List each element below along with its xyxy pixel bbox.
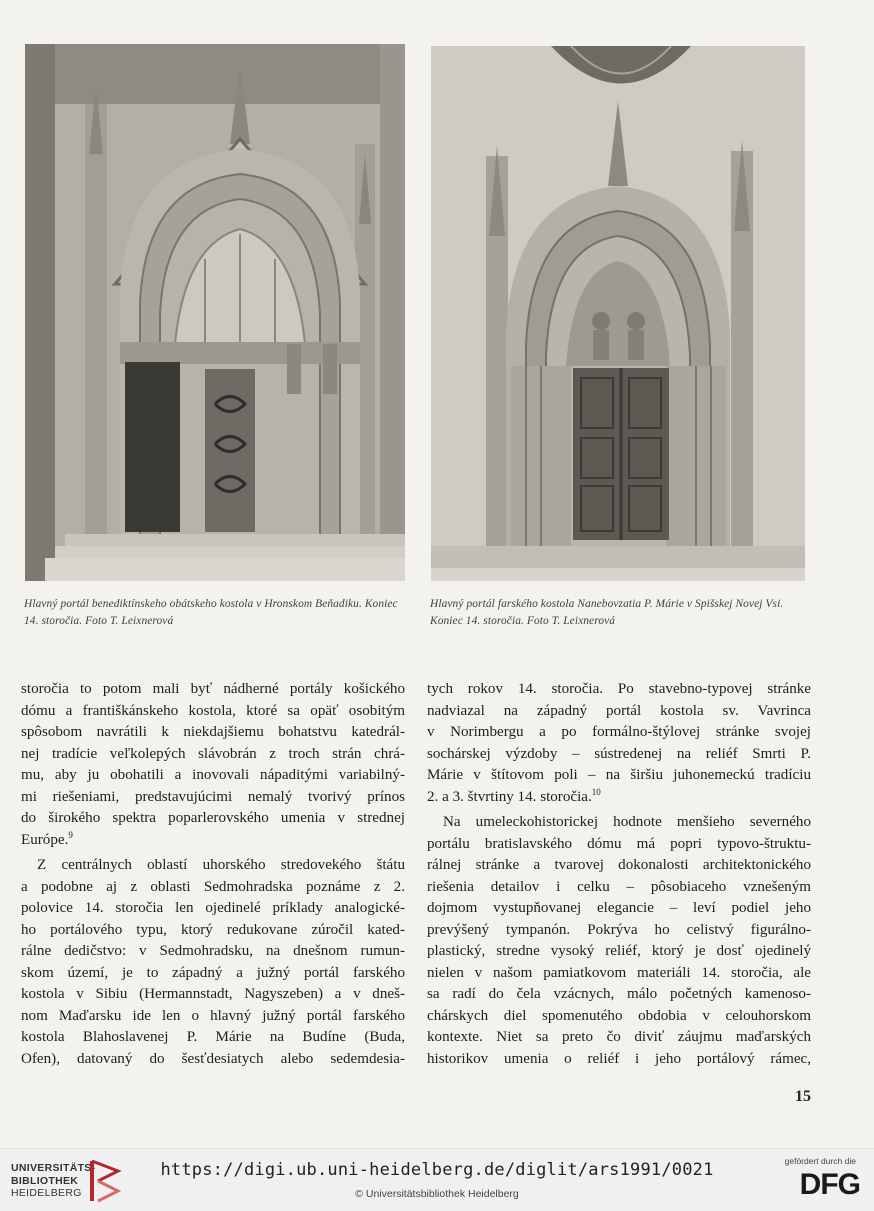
paragraph: [21, 679, 405, 851]
text-line: Z centrálnych oblastí uhorského stredovekého štátu: [37, 857, 405, 873]
text-line: v Norimbergu a po formálno-štýlovej stránke svojej: [427, 724, 811, 740]
paragraph: [427, 812, 811, 1070]
photo-hronsky-benadik-portal: [25, 44, 405, 581]
library-name-line: HEIDELBERG: [11, 1187, 82, 1199]
footnote-ref: 9: [68, 829, 73, 840]
text-line: kostola v Sibiu (Hermannstadt, Nagyszeben) a v dneš-: [21, 986, 405, 1002]
permalink-url[interactable]: https://digi.ub.uni-heidelberg.de/diglit/ars1991/0021: [160, 1160, 714, 1180]
text-line: nadviazal na západný portál kostola sv. Vavrinca: [427, 702, 811, 719]
text-line: rálnej stránke a tvarovej dokonalosti architektonického: [427, 857, 811, 873]
text-line: portálu bratislavského dómu má popri typovo-štruktu-: [427, 835, 811, 852]
caption-line: Hlavný portál farského kostola Nanebovzatia P. Márie v Spišskej Novej Vsi.: [430, 598, 784, 610]
text-line: sa radí do čela vzácnych, málo početných kamenoso-: [427, 986, 811, 1002]
caption-line: Koniec 14. storočia. Foto T. Leixnerová: [430, 615, 616, 627]
text-line: [21, 830, 405, 852]
library-name-line: UNIVERSITÄTS-: [11, 1162, 96, 1174]
text-line: a podobne aj z oblasti Sedmohradska poznáme z 2.: [21, 878, 405, 895]
text-line: tych rokov 14. storočia. Po stavebno-typovej stránke: [427, 681, 811, 697]
paragraph: [427, 679, 811, 808]
text-line: polovice 14. storočia len ojedinelé príklady analogické-: [21, 900, 405, 916]
caption-line: Hlavný portál benediktínskeho obátskeho kostola v Hronskom Beňadiku. Koniec: [24, 598, 398, 610]
caption-line: 14. storočia. Foto T. Leixnerová: [24, 615, 174, 627]
text-line: kostola Blahoslavenej P. Márie na Budíne (Buda,: [21, 1029, 405, 1045]
page-number: 15: [795, 1088, 811, 1105]
text-line: Ofen), datovaný do šesťdesiatych alebo sedemdesia-: [21, 1050, 405, 1067]
text-line: nom Maďarsku ide len o hlavný južný portál farského: [21, 1007, 405, 1024]
library-name-line: BIBLIOTHEK: [11, 1174, 79, 1187]
paragraph: [21, 855, 405, 1070]
footer-bar: [0, 1148, 874, 1211]
text-column-right: [427, 679, 811, 1070]
text-line: nej tradície veľkolepých slávobrán z troch strán chrá-: [21, 745, 405, 762]
dfg-logo[interactable]: DFG: [799, 1168, 860, 1201]
text-line: dómu a františkánskeho kostola, ktoré sa opäť osobitým: [21, 702, 405, 719]
text-line: mi riešeniami, predstavujúcimi nemalý tvorivý prínos: [21, 788, 405, 805]
text-line: sochárskej výzdoby – sústredenej na reliéf Smrti P.: [427, 745, 811, 762]
text-line: prevýšený tympanón. Pokrýva ho celistvý figurálno-: [427, 921, 811, 938]
text-line: historikov umenia o reliéf i jeho portálový rámec,: [427, 1050, 811, 1067]
text-line: ho portálového typu, ktorý redukovane zúročil kated-: [21, 921, 405, 938]
text-line: spôsobom navrátili k niekdajšiemu bohatstvu katedrál-: [21, 724, 405, 740]
text-line: chárskych diel spomenutého obdobia v celouhorskom: [427, 1007, 811, 1024]
text-line: rálne dedičstvo: v Sedmohradsku, na dnešnom rumun-: [21, 943, 405, 959]
text-line: riešenia detailov i celku – pôsobiaceho vznešeným: [427, 878, 811, 895]
figure-caption-right: [430, 596, 820, 630]
text-line: skom území, je to západný a južný portál farského: [21, 964, 405, 981]
text-line: storočia to potom mali byť nádherné portály košického: [21, 681, 405, 697]
text-fragment: 2. a 3. štvrtiny 14. storočia.: [427, 788, 592, 805]
text-line: Na umeleckohistorickej hodnote menšieho severného: [443, 814, 811, 830]
footnote-ref: 10: [591, 786, 601, 797]
figure-caption-left: [24, 596, 414, 630]
text-line: nielen v našom pamiatkovom materiáli 14. storočia, ale: [427, 964, 811, 981]
text-line: mu, aby ju obohatili a inovovali nápaditými variabilný-: [21, 767, 405, 783]
text-line: kontexte. Niet sa preto čo diviť záujmu maďarských: [427, 1029, 811, 1045]
text-column-left: [21, 679, 405, 1070]
copyright-notice: © Universitätsbibliothek Heidelberg: [355, 1188, 519, 1200]
text-fragment: Európe.: [21, 831, 69, 848]
text-line: plastický, stredne vysoký reliéf, ktorý je dosť ojedinelý: [427, 943, 811, 959]
photo-spisska-nova-ves-portal: [431, 46, 805, 581]
text-line: [427, 787, 811, 809]
funding-label: gefördert durch die: [784, 1156, 856, 1166]
text-line: Márie v štítovom poli – na širšiu juhonemeckú tradíciu: [427, 767, 811, 783]
text-line: dojmom vystupňovanej elegancie – leví podiel jeho: [427, 900, 811, 916]
text-line: do širokého spektra poparlerovského umenia v strednej: [21, 810, 405, 826]
